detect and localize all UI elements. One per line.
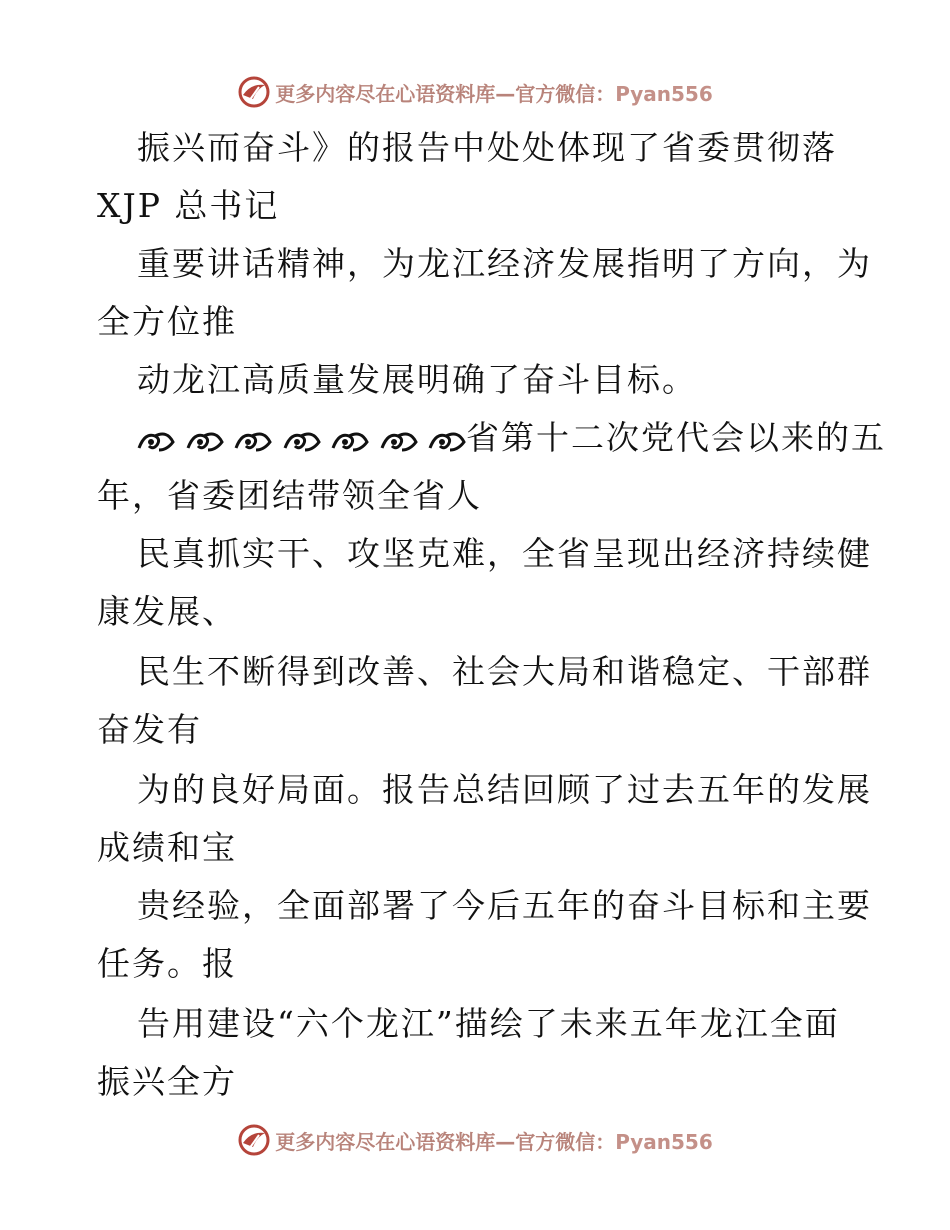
text-line: 振兴全方	[97, 1062, 237, 1101]
text-line: 告用建设“六个龙江”描绘了未来五年龙江全面	[137, 1004, 840, 1043]
text-line: 年，省委团结带领全省人	[97, 476, 482, 515]
text-line: 为的良好局面。报告总结回顾了过去五年的发展	[137, 770, 872, 809]
brand-logo-icon	[237, 75, 271, 109]
text-line: 重要讲话精神，为龙江经济发展指明了方向，为	[137, 244, 872, 283]
ornament-glyph-icon	[283, 428, 321, 456]
ornament-glyph-icon	[380, 428, 418, 456]
ornament-glyph-icon	[234, 428, 272, 456]
text-line: 全方位推	[97, 302, 237, 341]
text-line: 奋发有	[97, 710, 202, 749]
text-line: 动龙江高质量发展明确了奋斗目标。	[137, 360, 697, 399]
text-line: 康发展、	[97, 592, 237, 631]
footer-wechat-id: Pyan556	[615, 1129, 713, 1154]
text-line: XJP 总书记	[97, 186, 280, 225]
text-line-with-ornaments	[137, 418, 886, 460]
header-text: 更多内容尽在心语资料库—官方微信：	[275, 81, 616, 106]
text-line: 任务。报	[97, 944, 237, 983]
header-wechat-id: Pyan556	[615, 81, 713, 106]
ornament-glyph-icon	[331, 428, 369, 456]
footer-banner	[0, 1120, 950, 1160]
text-line: 民生不断得到改善、社会大局和谐稳定、干部群	[137, 652, 872, 691]
footer-text: 更多内容尽在心语资料库—官方微信：	[275, 1129, 616, 1154]
text-line: 省第十二次党代会以来的五	[466, 418, 886, 457]
ornament-glyphs	[137, 420, 464, 460]
text-line: 贵经验，全面部署了今后五年的奋斗目标和主要	[137, 886, 872, 925]
text-line: 振兴而奋斗》的报告中处处体现了省委贯彻落	[137, 128, 837, 167]
brand-logo-icon	[237, 1123, 271, 1157]
header-banner	[0, 72, 950, 112]
text-line: 成绩和宝	[97, 828, 237, 867]
ornament-glyph-icon	[428, 428, 466, 456]
ornament-glyph-icon	[137, 428, 175, 456]
text-line: 民真抓实干、攻坚克难，全省呈现出经济持续健	[137, 534, 872, 573]
ornament-glyph-icon	[186, 428, 224, 456]
